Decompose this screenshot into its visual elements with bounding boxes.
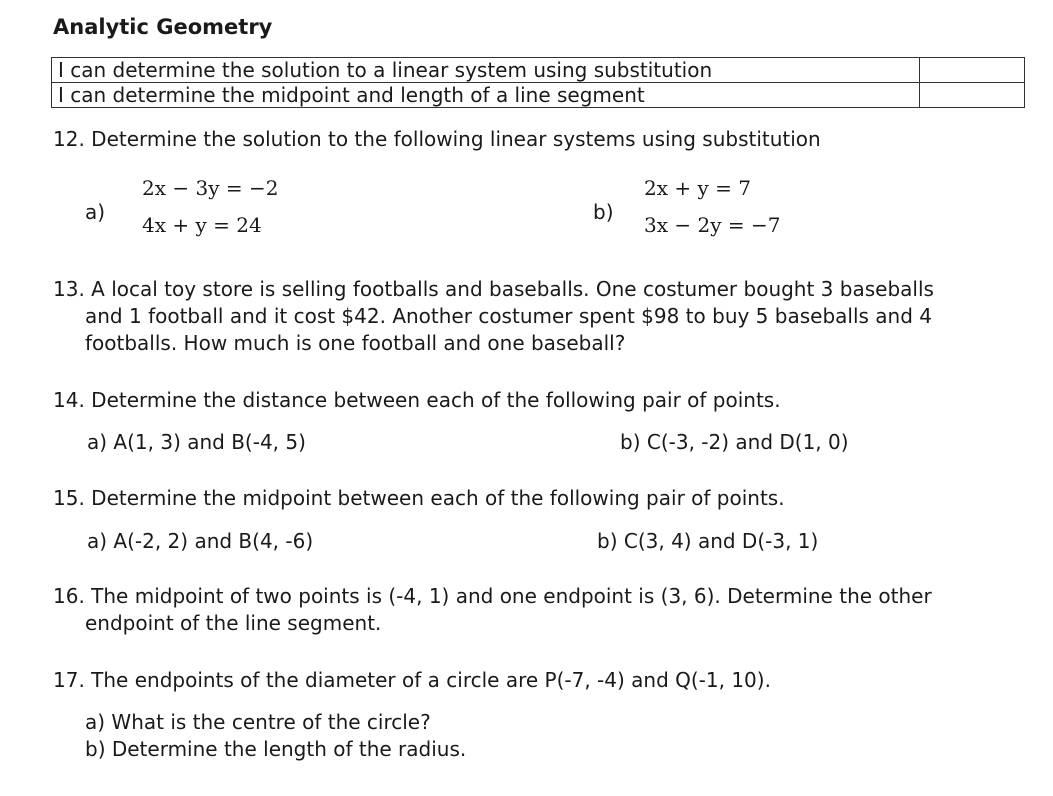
question-17: 17. The endpoints of the diameter of a circle are P(-7, -4) and Q(-1, 10). xyxy=(53,668,771,692)
q12-b-label: b) xyxy=(593,200,614,224)
question-12: 12. Determine the solution to the following linear systems using substitution xyxy=(53,127,821,151)
q15-part-a: a) A(-2, 2) and B(4, -6) xyxy=(87,529,314,553)
question-13-line-2: and 1 football and it cost $42. Another costumer spent $98 to buy 5 baseballs and 4 xyxy=(85,304,932,328)
q12-b-equation-1: 2x + y = 7 xyxy=(644,176,751,200)
q15-part-b: b) C(3, 4) and D(-3, 1) xyxy=(597,529,819,553)
checklist-checkbox[interactable] xyxy=(920,58,1025,83)
question-13-line-3: footballs. How much is one football and one baseball? xyxy=(85,331,626,355)
checklist-statement: I can determine the midpoint and length of a line segment xyxy=(52,83,920,108)
q14-part-b: b) C(-3, -2) and D(1, 0) xyxy=(620,430,849,454)
q14-part-a: a) A(1, 3) and B(-4, 5) xyxy=(87,430,306,454)
q12-a-equation-2: 4x + y = 24 xyxy=(142,213,262,237)
q17-part-b: b) Determine the length of the radius. xyxy=(85,737,467,761)
checklist-row xyxy=(52,83,1025,108)
question-14: 14. Determine the distance between each of the following pair of points. xyxy=(53,388,781,412)
checklist-row xyxy=(52,58,1025,83)
checklist-checkbox[interactable] xyxy=(920,83,1025,108)
question-16-line-1: 16. The midpoint of two points is (-4, 1) and one endpoint is (3, 6). Determine the other xyxy=(53,584,932,608)
question-16-line-2: endpoint of the line segment. xyxy=(85,611,382,635)
page-title: Analytic Geometry xyxy=(53,15,273,39)
question-15: 15. Determine the midpoint between each of the following pair of points. xyxy=(53,486,785,510)
q12-b-equation-2: 3x − 2y = −7 xyxy=(644,213,781,237)
q12-a-label: a) xyxy=(85,200,106,224)
question-13-line-1: 13. A local toy store is selling footballs and baseballs. One costumer bought 3 baseballs xyxy=(53,277,934,301)
q17-part-a: a) What is the centre of the circle? xyxy=(85,710,431,734)
q12-a-equation-1: 2x − 3y = −2 xyxy=(142,176,279,200)
learning-goals-checklist xyxy=(51,57,1025,108)
checklist-statement: I can determine the solution to a linear system using substitution xyxy=(52,58,920,83)
